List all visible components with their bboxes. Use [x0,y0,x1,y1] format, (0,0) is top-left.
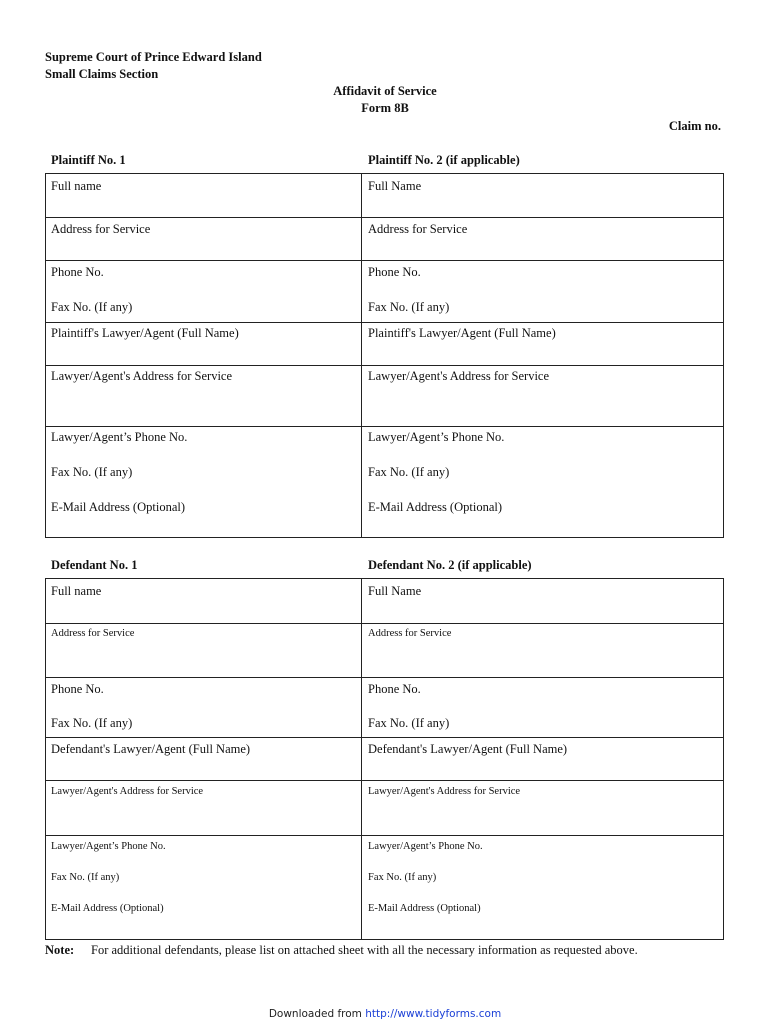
plaintiffs-table [45,173,724,538]
plaintiff-2-lawyer-address-field[interactable]: Lawyer/Agent's Address for Service [368,369,550,383]
defendant-1-full-name-field[interactable]: Full name [51,584,102,598]
defendant-1-lawyer-name-field[interactable]: Defendant's Lawyer/Agent (Full Name) [51,742,251,756]
defendant-2-fax-field[interactable]: Fax No. (If any) [368,716,450,730]
defendant-1-lawyer-email-field[interactable]: E-Mail Address (Optional) [51,903,164,914]
footer-prefix: Downloaded from [268,1008,362,1020]
defendant-2-lawyer-fax-field[interactable]: Fax No. (If any) [368,872,437,883]
plaintiff-2-lawyer-fax-field[interactable]: Fax No. (If any) [368,465,450,479]
defendant-2-lawyer-phone-field[interactable]: Lawyer/Agent’s Phone No. [368,841,483,852]
plaintiff-2-full-name-field[interactable]: Full Name [368,179,422,193]
claim-no-label: Claim no. [668,119,721,133]
plaintiff-1-phone-field[interactable]: Phone No. [51,265,104,279]
defendant-1-lawyer-address-field[interactable]: Lawyer/Agent's Address for Service [51,786,204,797]
defendant-1-fax-field[interactable]: Fax No. (If any) [51,716,133,730]
defendant-2-title: Defendant No. 2 (if applicable) [368,558,532,572]
court-name: Supreme Court of Prince Edward Island [45,50,262,64]
defendant-1-lawyer-phone-field[interactable]: Lawyer/Agent’s Phone No. [51,841,166,852]
plaintiff-1-title: Plaintiff No. 1 [51,153,126,167]
defendant-2-lawyer-address-field[interactable]: Lawyer/Agent's Address for Service [368,786,521,797]
plaintiff-2-phone-field[interactable]: Phone No. [368,265,421,279]
defendant-1-title: Defendant No. 1 [51,558,138,572]
defendant-2-lawyer-email-field[interactable]: E-Mail Address (Optional) [368,903,481,914]
plaintiff-2-lawyer-phone-field[interactable]: Lawyer/Agent’s Phone No. [368,430,505,444]
plaintiff-2-fax-field[interactable]: Fax No. (If any) [368,300,450,314]
court-section: Small Claims Section [45,67,159,81]
form-number: Form 8B [361,101,409,115]
plaintiff-1-lawyer-email-field[interactable]: E-Mail Address (Optional) [51,500,186,514]
defendant-2-address-field[interactable]: Address for Service [368,628,452,639]
plaintiff-1-address-field[interactable]: Address for Service [51,222,151,236]
plaintiff-2-title: Plaintiff No. 2 (if applicable) [368,153,520,167]
defendant-2-phone-field[interactable]: Phone No. [368,682,421,696]
plaintiff-1-full-name-field[interactable]: Full name [51,179,102,193]
plaintiff-1-fax-field[interactable]: Fax No. (If any) [51,300,133,314]
form-title: Affidavit of Service [333,84,437,98]
plaintiff-1-lawyer-fax-field[interactable]: Fax No. (If any) [51,465,133,479]
plaintiff-1-lawyer-name-field[interactable]: Plaintiff's Lawyer/Agent (Full Name) [51,326,239,340]
defendant-2-lawyer-name-field[interactable]: Defendant's Lawyer/Agent (Full Name) [368,742,568,756]
plaintiff-1-lawyer-address-field[interactable]: Lawyer/Agent's Address for Service [51,369,233,383]
footer [0,1008,770,1020]
defendant-2-full-name-field[interactable]: Full Name [368,584,422,598]
defendants-table [45,578,724,940]
plaintiff-2-address-field[interactable]: Address for Service [368,222,468,236]
defendant-1-lawyer-fax-field[interactable]: Fax No. (If any) [51,872,120,883]
note-text: For additional defendants, please list on attached sheet with all the necessary information as requested above. [91,943,638,957]
plaintiff-2-lawyer-name-field[interactable]: Plaintiff's Lawyer/Agent (Full Name) [368,326,556,340]
plaintiff-1-lawyer-phone-field[interactable]: Lawyer/Agent’s Phone No. [51,430,188,444]
defendant-1-phone-field[interactable]: Phone No. [51,682,104,696]
defendant-1-address-field[interactable]: Address for Service [51,628,135,639]
plaintiff-2-lawyer-email-field[interactable]: E-Mail Address (Optional) [368,500,503,514]
tidyforms-link[interactable]: http://www.tidyforms.com [365,1008,502,1020]
note-label: Note: [45,943,75,957]
